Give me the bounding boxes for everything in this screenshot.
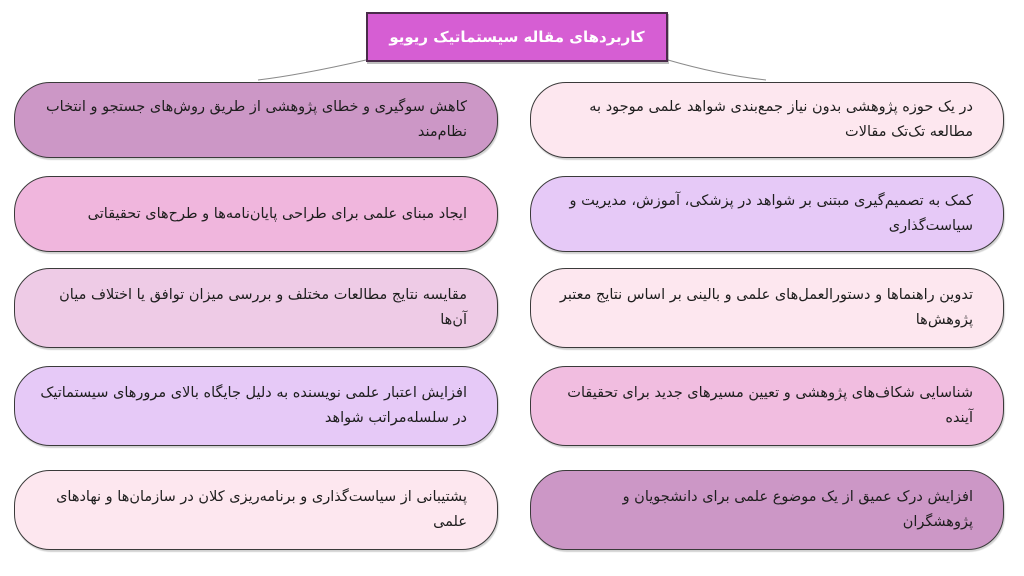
item-right-2 [530,176,1004,252]
item-text: کاهش سوگیری و خطای پژوهشی از طریق روش‌های جستجو و انتخاب نظام‌مند [46,99,467,140]
page-title: کاربردهای مقاله سیستماتیک ریویو [366,12,668,62]
item-right-3 [530,268,1004,348]
item-text: تدوین راهنماها و دستورالعمل‌های علمی و بالینی بر اساس نتایج معتبر پژوهش‌ها [559,287,973,328]
item-text: افزایش درک عمیق از یک موضوع علمی برای دانشجویان و پژوهشگران [622,489,973,530]
item-text: افزایش اعتبار علمی نویسنده به دلیل جایگاه بالای مرورهای سیستماتیک در سلسله‌مراتب شواهد [40,385,467,426]
item-left-5 [14,470,498,550]
item-right-5 [530,470,1004,550]
item-right-1 [530,82,1004,158]
item-left-3 [14,268,498,348]
item-left-4 [14,366,498,446]
item-right-4 [530,366,1004,446]
item-left-2 [14,176,498,252]
item-text: ایجاد مبنای علمی برای طراحی پایان‌نامه‌ها و طرح‌های تحقیقاتی [87,205,467,222]
item-text: در یک حوزه پژوهشی بدون نیاز جمع‌بندی شواهد علمی موجود به مطالعه تک‌تک مقالات [589,99,973,140]
connector-right [668,60,766,80]
connector-left [258,60,366,80]
item-text: مقایسه نتایج مطالعات مختلف و بررسی میزان توافق یا اختلاف میان آن‌ها [59,287,467,328]
item-text: کمک به تصمیم‌گیری مبتنی بر شواهد در پزشکی، آموزش، مدیریت و سیاست‌گذاری [569,193,973,234]
item-left-1 [14,82,498,158]
item-text: پشتیبانی از سیاست‌گذاری و برنامه‌ریزی کلان در سازمان‌ها و نهادهای علمی [56,489,467,530]
item-text: شناسایی شکاف‌های پژوهشی و تعیین مسیرهای جدید برای تحقیقات آینده [567,385,973,426]
